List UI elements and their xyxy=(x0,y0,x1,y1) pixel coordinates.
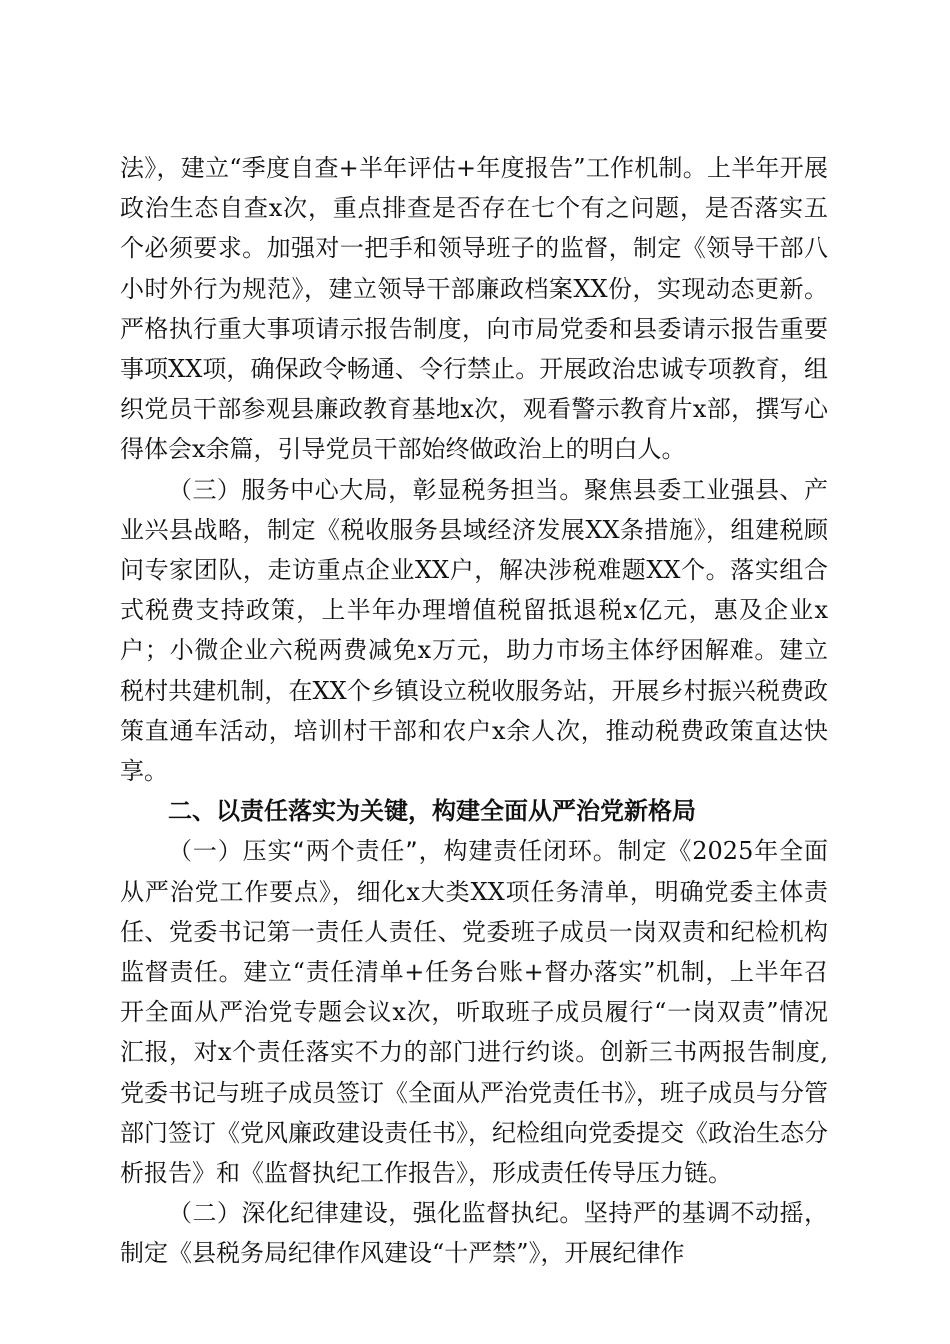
paragraph-subsection-3 xyxy=(120,470,828,792)
paragraph-subsection-1 xyxy=(120,831,828,1193)
subsection-lead: （三）服务中心大局，彰显税务担当。 xyxy=(168,475,584,504)
section-heading-2: 二、以责任落实为关键，构建全面从严治党新格局 xyxy=(168,797,696,826)
paragraph-subsection-2 xyxy=(120,1193,828,1273)
paragraph-text: 聚焦县委工业强县、产业兴县战略，制定《税收服务县域经济发展XX条措施》，组建税顾问专家团队，走访重点企业XX户，解决涉税难题XX个。落实组合式税费支持政策，上半年办理增值税留抵退税x亿元，惠及企业x户；小微企业六税两费减免x万元，助力市场主体纾困解难。建立税村共建机制，在XX个乡镇设立税收服务站，开展乡村振兴税费政策直通车活动，培训村干部和农户x余人次，推动税费政策直达快享。 xyxy=(120,475,829,786)
document-body xyxy=(120,148,828,1274)
paragraph-text: 坚持严的基调不动摇，制定《县税务局纪律作风建设“十严禁”》，开展纪律作 xyxy=(120,1199,829,1268)
paragraph-text: 制定《2025年全面从严治党工作要点》，细化x大类XX项任务清单，明确党委主体责任、党委书记第一责任人责任、党委班子成员一岗双责和纪检机构监督责任。建立“责任清单+任务台账+督办落实”机制，上半年召开全面从严治党专题会议x次，听取班子成员履行“一岗双责”情况汇报，对x个责任落实不力的部门进行约谈。创新三书两报告制度,党委书记与班子成员签订《全面从严治党责任书》，班子成员与分管部门签订《党风廉政建设责任书》，纪检组向党委提交《政治生态分析报告》和《监督执纪工作报告》，形成责任传导压力链。 xyxy=(120,837,828,1188)
subsection-lead: （二）深化纪律建设，强化监督执纪。 xyxy=(168,1199,584,1228)
paragraph-text: 法》，建立“季度自查+半年评估+年度报告”工作机制。上半年开展政治生态自查x次，重点排查是否存在七个有之问题，是否落实五个必须要求。加强对一把手和领导班子的监督，制定《领导干部八小时外行为规范》，建立领导干部廉政档案XX份，实现动态更新。严格执行重大事项请示报告制度，向市局党委和县委请示报告重要事项XX项，确保政令畅通、令行禁止。开展政治忠诚专项教育，组织党员干部参观县廉政教育基地x次，观看警示教育片x部，撰写心得体会x余篇，引导党员干部始终做政治上的明白人。 xyxy=(120,154,828,464)
subsection-lead: （一）压实“两个责任”，构建责任闭环。 xyxy=(168,837,618,866)
paragraph-continuation xyxy=(120,148,828,470)
